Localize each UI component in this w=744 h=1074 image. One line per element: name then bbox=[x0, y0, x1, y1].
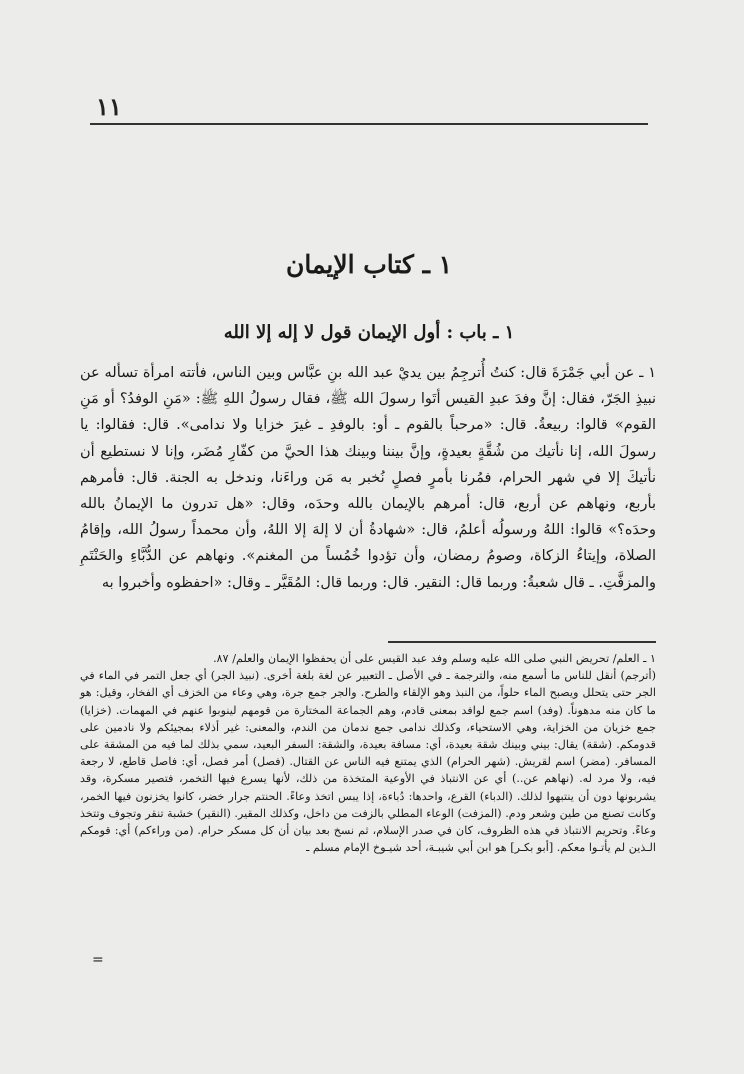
page-number: ١١ bbox=[96, 92, 122, 121]
hadith-paragraph: ١ ـ عن أبي جَمْرَةَ قال: كنتُ أُترجِمُ بين يديْ عبد الله بنِ عبَّاس وبين الناس، فأتته امرأة تسأله عن نبيذِ الجَرّ، فقال: إنَّ وفدَ عبدِ القيس أتَوا رسولَ الله ﷺ، فقال رسولُ اللهِ ﷺ: «مَنِ الوفدُ؟ أو مَنِ القوم» قالوا: ربيعةُ. قال: «مرحباً بالقوم ـ أو: بالوفدِ ـ غيرَ خزايا ولا ندامى». قال: فقالوا: يا رسولَ الله، إنا نأتيك من شُقَّةٍ بعيدةٍ، وإنَّ بيننا وبينك هذا الحيَّ من كفّارِ مُضَر، وإنا لا نستطيع أن نأتيكَ إلا في شهر الحرام، فمُرنا بأمرٍ فصلٍ نُخبر به مَن وراءَنا، وندخل به الجنة. قال: فأمرهم بأربع، ونهاهم عن أربع، قال: أمرهم بالإيمان بالله وحدَه، وقال: «هل تدرون ما الإيمانُ بالله وحدَه؟» قالوا: اللهُ ورسولُه أعلمُ، قال: «شهادةُ أن لا إلهَ إلا اللهُ، وأن محمداً رسولُ الله، وإقامُ الصلاة، وإيتاءُ الزكاة، وصومُ رمضان، وأن تؤدوا خُمُساً من المغنم». ونهاهم عن الدُّبَّاءِ والحَنْتَمِ والمزفَّتِ. ـ قال شعبةُ: وربما قال: النقير. قال: وربما قال: المُقَيَّر ـ وقال: «احفظوه وأخبروا به bbox=[80, 365, 657, 591]
section-title: ١ ـ باب : أول الإيمان قول لا إله إلا الله bbox=[223, 322, 515, 343]
bleed-through-text bbox=[120, 140, 724, 166]
footnote-rule bbox=[388, 641, 656, 643]
chapter-title: ١ ـ كتاب الإيمان bbox=[285, 250, 453, 279]
hadith-text bbox=[80, 360, 656, 596]
footnote-reference: ١ ـ العلم/ تحريض النبي صلى الله عليه وسلم وفد عبد القيس على أن يحفظوا الإيمان والعلم/ ٨٧. bbox=[213, 652, 656, 665]
header-rule bbox=[90, 123, 648, 125]
footnote-glossary: (أترجم) أنقل للناس ما أسمع منه، والترجمة ـ في الأصل ـ التعبير عن لغة بلغة أخرى. (نبيذ الجر) أي جعل التمر في الماء في الجر حتى يتحلل ويصبح الماء حلواً، من النبذ وهو الإلقاء والطرح. والجر جمع جرة، وهي وعاء من الخزف أي الفخار، وقيل: هو ما كان منه مدهوناً. (وفد) اسم جمع لوافد بمعنى قادم، وهم الجماعة المختارة من قومهم لينوبوا عنهم في المهمات. (خزايا) جمع خزيان من الخزاية، وهي الاستحياء، وكذلك ندامى جمع ندمان من الندم، والمعنى: غير أذلاء بمجيئكم ولا نادمين على قدومكم. (شقة) يقال: بيني وبينك شقة بعيدة، أي: مسافة بعيدة، والشقة: السفر البعيد، سمي بذلك لما فيه من المشقة على المسافر. (مضر) اسم لقريش. (شهر الحرام) الذي يمتنع فيه الناس عن القتال. (فصل) أمر فصل، أي: فاصل قاطع، لا رجعة فيه، ولا مرد له. (نهاهم عن..) أي عن الانتباذ في الأوعية المتخذة من ذلك، لأنها يسرع فيها التخمر، فتصير مسكرة، وقد يشربونها دون أن ينتبهوا لذلك. (الدباء) القرع، واحدها: دُباءة، إذا يبس اتخذ وعاءً. الحنتم جرار خضر، كانوا يخزنون فيها الخمر، وكانت تصنع من طين وشعر ودم. (المزفت) الوعاء المطلي بالزفت من داخل، وكذلك المقير. (النقير) خشبة تنقر وتجوف وتتخذ وعاءً. وتحريم الانتباذ في هذه الظروف، كان في صدر الإسلام، ثم نسخ بعد بيان أن كل مسكر حرام. (من وراءكم) أي: قومكم الـذين لم يأتـوا معكم. [أبو بكـر] هو ابن أبي شيبـة، أحد شيـوخ الإمام مسلم ـ bbox=[80, 669, 656, 855]
continuation-mark: = bbox=[92, 952, 104, 968]
footnotes bbox=[80, 650, 656, 856]
